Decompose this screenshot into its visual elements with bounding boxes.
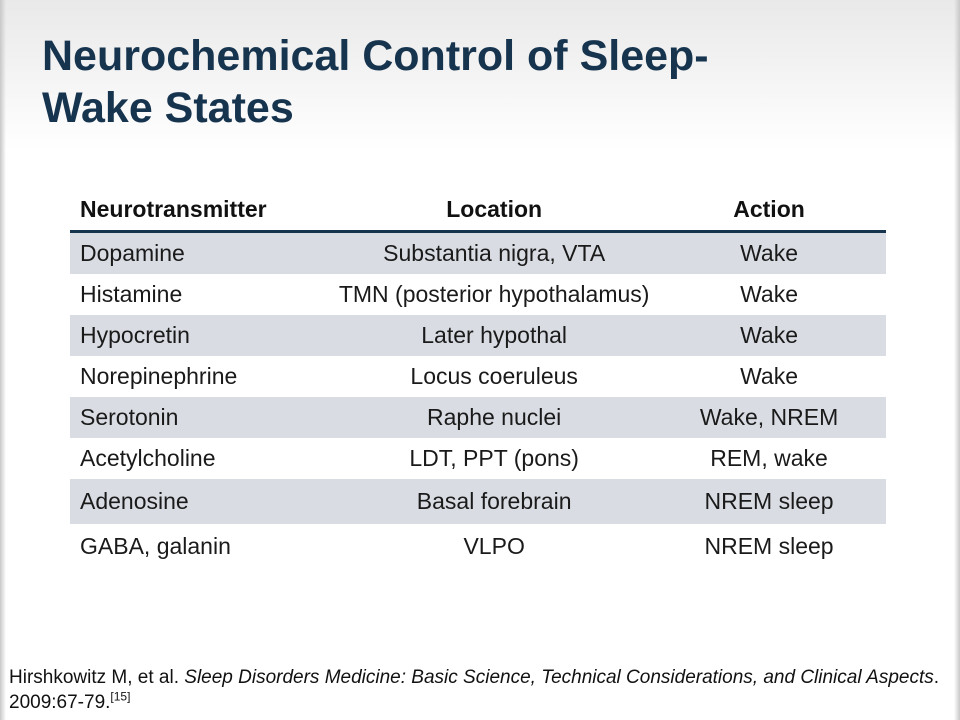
table-row (70, 274, 886, 315)
column-header-neurotransmitter: Neurotransmitter (70, 189, 336, 232)
table-row (70, 315, 886, 356)
slide-edge-left (0, 0, 6, 720)
cell-location: Locus coeruleus (410, 363, 578, 389)
table-row (70, 524, 886, 569)
citation-details: . 2009:67-79. (9, 667, 940, 713)
table-row (70, 479, 886, 524)
citation-reference-number: [15] (110, 689, 131, 704)
cell-action: NREM sleep (652, 479, 886, 524)
cell-location: Substantia nigra, VTA (336, 232, 652, 275)
cell-action: Wake (740, 363, 799, 389)
slide-title (42, 30, 922, 134)
cell-location: TMN (posterior hypothalamus) (338, 281, 650, 307)
cell-action: Wake (652, 315, 886, 356)
slide-title-line-1: Neurochemical Control of Sleep- (42, 32, 709, 80)
citation-authors: Hirshkowitz M, et al. (9, 667, 179, 688)
cell-action: NREM sleep (704, 533, 834, 559)
slide-title-line-2: Wake States (42, 84, 294, 132)
cell-neurotransmitter: Hypocretin (70, 315, 336, 356)
table-header-row (70, 189, 886, 232)
cell-action: REM, wake (710, 445, 828, 471)
cell-neurotransmitter: GABA, galanin (80, 533, 231, 559)
citation-source: Sleep Disorders Medicine: Basic Science, Technical Considerations, and Clinical Aspects (184, 667, 934, 688)
neurotransmitter-table (70, 189, 886, 569)
cell-neurotransmitter: Histamine (80, 281, 183, 307)
table-row (70, 397, 886, 438)
table-row (70, 438, 886, 479)
cell-action: Wake (652, 232, 886, 275)
table-row (70, 356, 886, 397)
cell-neurotransmitter: Serotonin (70, 397, 336, 438)
slide-edge-right (954, 0, 960, 720)
cell-location: Later hypothal (336, 315, 652, 356)
cell-action: Wake, NREM (652, 397, 886, 438)
column-header-location: Location (336, 189, 652, 232)
table-row (70, 232, 886, 275)
cell-neurotransmitter: Acetylcholine (80, 445, 216, 471)
column-header-action: Action (652, 189, 886, 232)
cell-location: Raphe nuclei (336, 397, 652, 438)
cell-location: Basal forebrain (336, 479, 652, 524)
cell-location: VLPO (463, 533, 525, 559)
cell-location: LDT, PPT (pons) (409, 445, 579, 471)
cell-neurotransmitter: Dopamine (70, 232, 336, 275)
cell-neurotransmitter: Norepinephrine (80, 363, 238, 389)
cell-action: Wake (740, 281, 799, 307)
citation (9, 665, 949, 715)
cell-neurotransmitter: Adenosine (70, 479, 336, 524)
